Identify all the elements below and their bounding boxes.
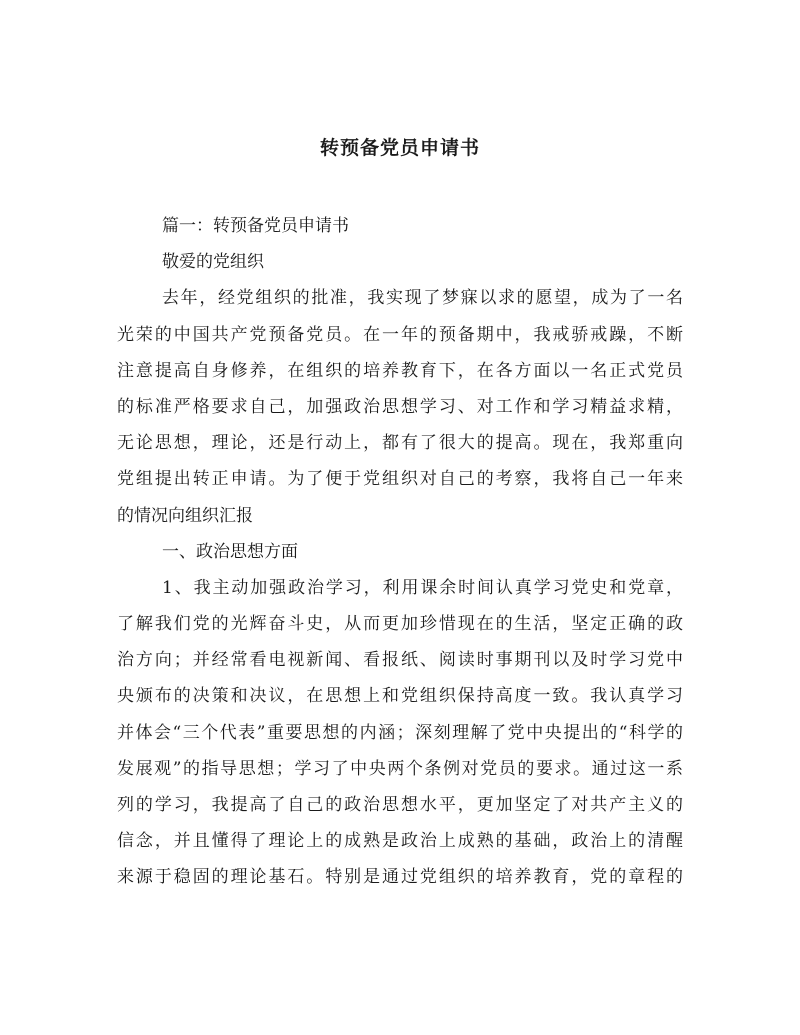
- body-line: 篇一：转预备党员申请书: [162, 216, 349, 236]
- body-line: 的情况向组织汇报: [117, 505, 253, 526]
- document-body: [117, 208, 683, 896]
- body-line: 来源于稳固的理论基石。特别是通过党组织的培养教育，党的章程的: [117, 867, 683, 888]
- body-line: 央颁布的决策和决议，在思想上和党组织保持高度一致。我认真学习: [117, 686, 683, 707]
- body-line: 党组提出转正申请。为了便于党组织对自己的考察，我将自己一年来: [117, 469, 683, 490]
- body-line: 1、我主动加强政治学习，利用课余时间认真学习党史和党章，: [162, 577, 683, 598]
- body-line: 治方向；并经常看电视新闻、看报纸、阅读时事期刊以及时学习党中: [117, 650, 683, 671]
- body-line: 的标准严格要求自己，加强政治思想学习、对工作和学习精益求精，: [117, 396, 683, 417]
- body-line: 注意提高自身修养，在组织的培养教育下，在各方面以一名正式党员: [117, 360, 683, 381]
- body-line: 一、政治思想方面: [162, 541, 298, 562]
- body-line: 发展观”的指导思想；学习了中央两个条例对党员的要求。通过这一系: [117, 758, 683, 779]
- body-line: 了解我们党的光辉奋斗史，从而更加珍惜现在的生活，坚定正确的政: [117, 614, 683, 635]
- body-line: 信念，并且懂得了理论上的成熟是政治上成熟的基础，政治上的清醒: [117, 831, 683, 852]
- body-line: 并体会“三个代表”重要思想的内涵；深刻理解了党中央提出的“科学的: [117, 722, 683, 743]
- body-line: 去年，经党组织的批准，我实现了梦寐以求的愿望，成为了一名: [162, 288, 683, 309]
- body-line: 无论思想，理论，还是行动上，都有了很大的提高。现在，我郑重向: [117, 433, 683, 454]
- body-line: 列的学习，我提高了自己的政治思想水平，更加坚定了对共产主义的: [117, 795, 683, 815]
- body-line: 敬爱的党组织: [162, 252, 264, 273]
- body-line: 光荣的中国共产党预备党员。在一年的预备期中，我戒骄戒躁，不断: [117, 324, 683, 345]
- document-title: 转预备党员申请书: [319, 137, 480, 159]
